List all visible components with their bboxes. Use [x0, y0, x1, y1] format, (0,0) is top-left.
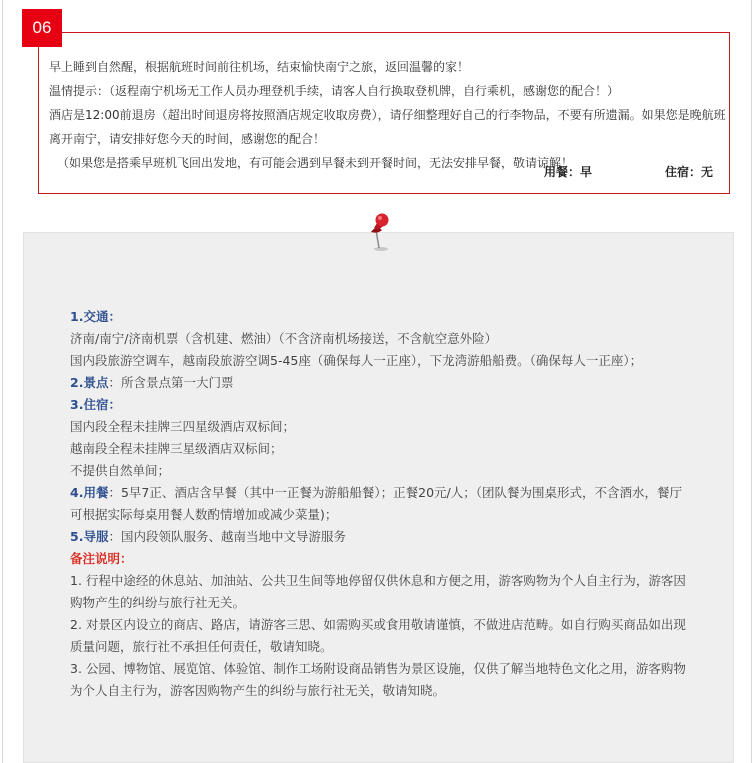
stay-heading: [70, 394, 688, 416]
stay-info: 住宿：无: [665, 165, 714, 179]
notes-label: 备注说明：: [70, 551, 133, 566]
meals-line: [70, 482, 688, 526]
notes-heading: [70, 548, 688, 570]
day-description: [49, 55, 727, 175]
day-line-3: 酒店是12:00前退房（超出时间退房将按照酒店规定收取房费），请仔细整理好自己的行李物品，不要有所遗漏。如果您是晚航班离开南宁，请安排好您今天的时间，感谢您的配合！: [49, 108, 726, 146]
guide-text: ：国内段领队服务、越南当地中文导游服务: [108, 529, 346, 544]
transport-label: 1.交通：: [70, 309, 121, 324]
day-line-2: 温情提示：（返程南宁机场无工作人员办理登机手续，请客人自行换取登机牌，自行乘机，感谢您的配合！）: [49, 84, 620, 98]
sights-label: 2.景点: [70, 375, 109, 390]
page-frame-left: [2, 0, 3, 763]
stay-line-2: 越南段全程未挂牌三星级酒店双标间；: [70, 441, 283, 456]
sights-line: [70, 372, 688, 394]
note-item-3: 3. 公园、博物馆、展览馆、体验馆、制作工场附设商品销售为景区设施，仅供了解当地特色文化之用，游客购物为个人自主行为，游客因购物产生的纠纷与旅行社无关，敬请知晓。: [70, 661, 686, 698]
note-item-1: 1. 行程中途经的休息站、加油站、公共卫生间等地停留仅供休息和方便之用，游客购物为个人自主行为，游客因购物产生的纠纷与旅行社无关。: [70, 573, 686, 610]
guide-line: [70, 526, 688, 548]
stay-line-1: 国内段全程未挂牌三四星级酒店双标间；: [70, 419, 296, 434]
transport-heading: [70, 306, 688, 328]
day-number-badge: 06: [22, 9, 62, 47]
stay-label: 3.住宿：: [70, 397, 121, 412]
day-line-4: （如果您是搭乘早班机飞回出发地，有可能会遇到早餐未到开餐时间，无法安排早餐，敬请谅解！: [57, 156, 574, 170]
meal-info: 用餐：早: [544, 165, 593, 179]
page-frame-right: [751, 0, 752, 763]
note-item-2: 2. 对景区内设立的商店、路店，请游客三思、如需购买或食用敬请谨慎，不做进店范畴。如自行购买商品如出现质量问题，旅行社不承担任何责任，敬请知晓。: [70, 617, 686, 654]
sights-text: ：所含景点第一大门票: [108, 375, 234, 390]
meals-label: 4.用餐: [70, 485, 109, 500]
transport-line-2: 国内段旅游空调车，越南段旅游空调5-45座（确保每人一正座），下龙湾游船船费。（确保每人一正座）；: [70, 353, 643, 368]
day-footer: [49, 163, 719, 183]
meals-text: ：5早7正、酒店含早餐（其中一正餐为游船船餐）；正餐20元/人；（团队餐为围桌形式，不含酒水，餐厅可根据实际每桌用餐人数酌情增加或减少菜量)；: [70, 485, 682, 522]
guide-label: 5.导服: [70, 529, 109, 544]
day-line-1: 早上睡到自然醒，根据航班时间前往机场，结束愉快南宁之旅，返回温馨的家！: [49, 60, 470, 74]
stay-line-3: 不提供自然单间；: [70, 463, 171, 478]
transport-line-1: 济南/南宁/济南机票（含机建、燃油）（不含济南机场接送，不含航空意外险）: [70, 331, 498, 346]
push-pin-icon: [364, 212, 394, 252]
fee-info-content: [70, 306, 688, 702]
